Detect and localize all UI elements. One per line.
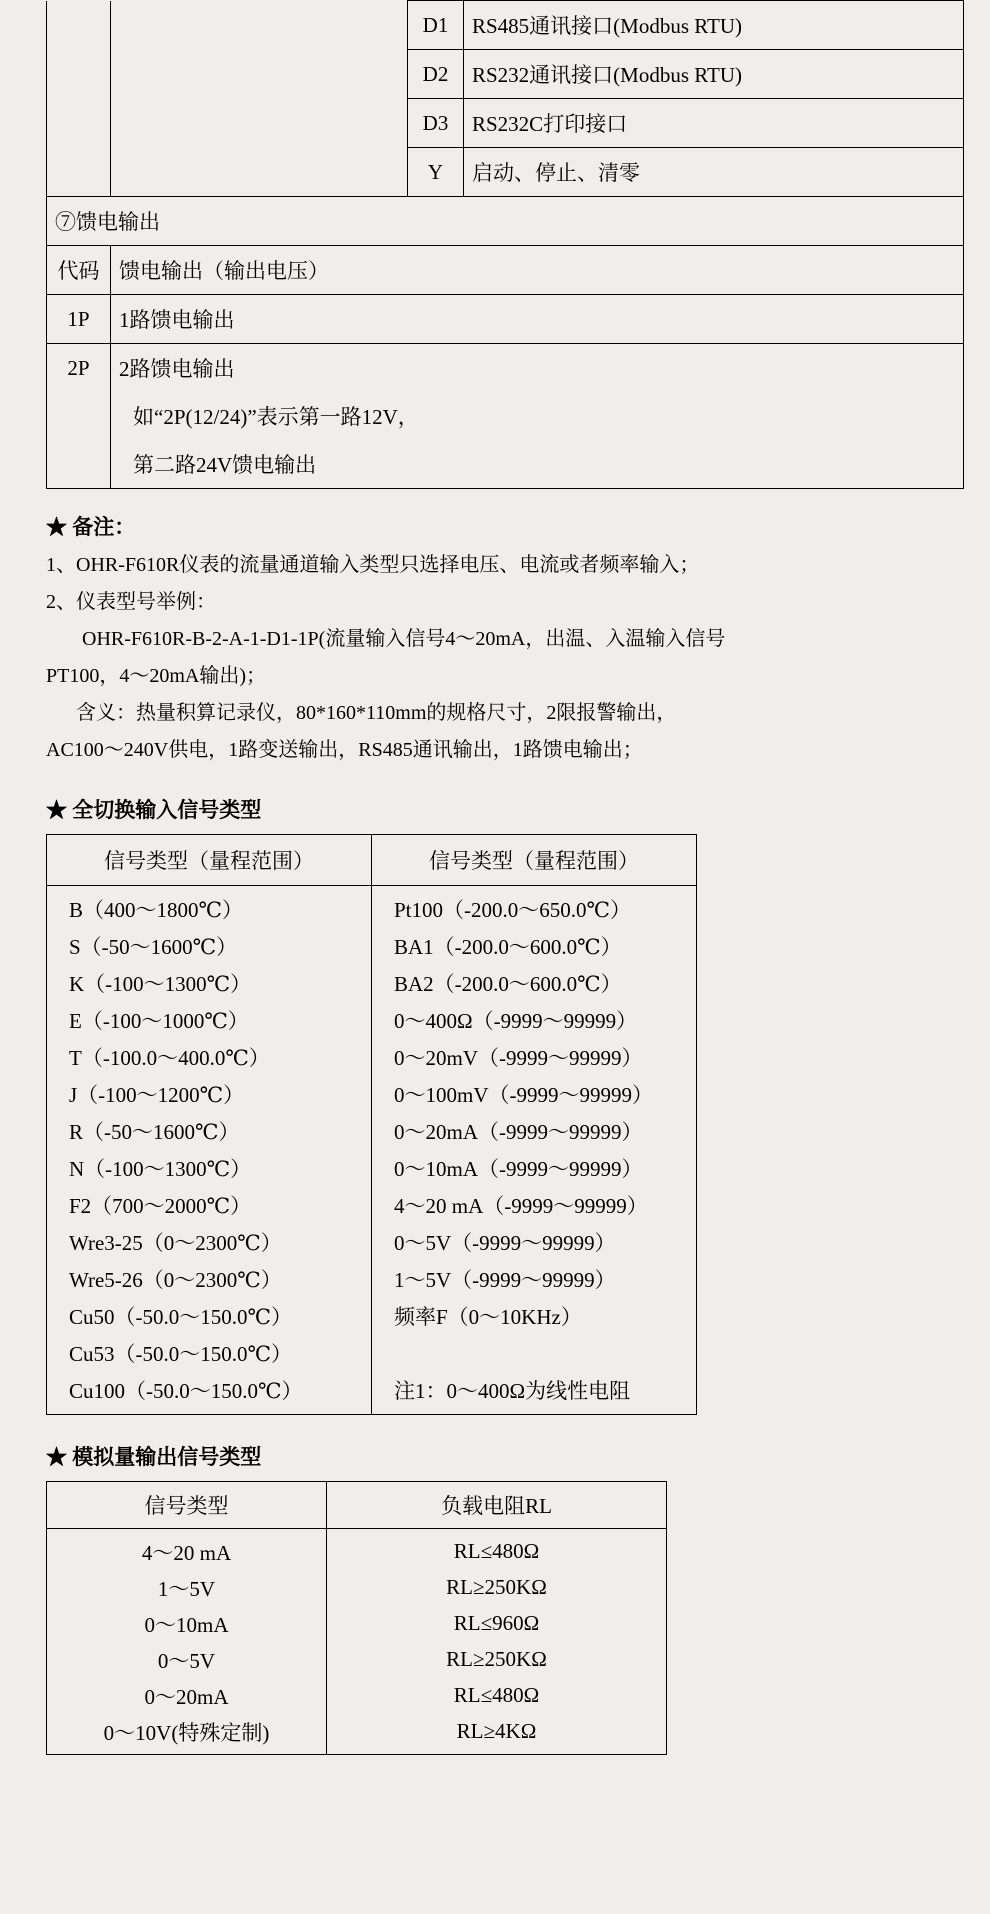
desc-cell: 2路馈电输出 xyxy=(111,344,964,393)
table-row xyxy=(47,50,964,99)
table-row xyxy=(47,1,964,50)
signal-header-left: 信号类型（量程范围） xyxy=(47,834,372,885)
signal-right-cell: 0～20mA（-9999～99999） xyxy=(372,1113,697,1150)
remarks-block xyxy=(46,509,966,768)
empty-cell xyxy=(47,440,111,489)
table-header-row xyxy=(47,1481,667,1528)
table-row xyxy=(47,1642,667,1678)
table-row xyxy=(47,344,964,393)
header-code: 代码 xyxy=(47,246,111,295)
table-row xyxy=(47,1039,697,1076)
signal-left-cell: E（-100～1000℃） xyxy=(47,1002,372,1039)
empty-cell xyxy=(111,99,408,148)
table-row xyxy=(47,1570,667,1606)
code-cell: Y xyxy=(408,148,464,197)
signal-right-cell: BA1（-200.0～600.0℃） xyxy=(372,928,697,965)
signal-left-cell: Cu50（-50.0～150.0℃） xyxy=(47,1298,372,1335)
signal-left-cell: S（-50～1600℃） xyxy=(47,928,372,965)
signal-right-cell: 1～5V（-9999～99999） xyxy=(372,1261,697,1298)
communication-and-feed-output-table xyxy=(46,0,964,489)
table-row xyxy=(47,295,964,344)
signal-right-cell: 0～10mA（-9999～99999） xyxy=(372,1150,697,1187)
signal-right-cell: 0～100mV（-9999～99999） xyxy=(372,1076,697,1113)
signal-left-cell: Wre5-26（0～2300℃） xyxy=(47,1261,372,1298)
table-row xyxy=(47,1113,697,1150)
table-row xyxy=(47,885,697,928)
remarks-line-5: 含义：热量积算记录仪，80*160*110mm的规格尺寸，2限报警输出， xyxy=(76,701,677,724)
signal-right-cell: 频率F（0～10KHz） xyxy=(372,1298,697,1335)
table-row xyxy=(47,1261,697,1298)
table-row xyxy=(47,1187,697,1224)
signal-right-cell: 4～20 mA（-9999～99999） xyxy=(372,1187,697,1224)
signal-left-cell: B（400～1800℃） xyxy=(47,885,372,928)
signal-header-right: 信号类型（量程范围） xyxy=(372,834,697,885)
desc-cell: 1路馈电输出 xyxy=(111,295,964,344)
analog-load-cell: RL≤960Ω xyxy=(327,1606,667,1642)
signal-note: 注1：0～400Ω为线性电阻 xyxy=(372,1372,697,1415)
analog-load-cell: RL≥4KΩ xyxy=(327,1714,667,1755)
table-row xyxy=(47,1714,667,1755)
remarks-line-6: AC100～240V供电，1路变送输出，RS485通讯输出，1路馈电输出； xyxy=(46,738,643,761)
signal-left-cell: R（-50～1600℃） xyxy=(47,1113,372,1150)
signal-left-cell: K（-100～1300℃） xyxy=(47,965,372,1002)
empty-cell xyxy=(111,148,408,197)
analog-load-cell: RL≤480Ω xyxy=(327,1678,667,1714)
signal-right-cell: 0～20mV（-9999～99999） xyxy=(372,1039,697,1076)
remarks-line-2: 2、仪表型号举例： xyxy=(46,590,216,613)
remarks-line-4: PT100，4～20mA输出)； xyxy=(46,664,266,687)
analog-output-table xyxy=(46,1481,667,1755)
table-header-row xyxy=(47,246,964,295)
table-row xyxy=(47,1606,667,1642)
table-row xyxy=(47,99,964,148)
code-cell: 1P xyxy=(47,295,111,344)
table-row xyxy=(47,1002,697,1039)
remarks-line-3: OHR-F610R-B-2-A-1-D1-1P(流量输入信号4～20mA，出温、入温输入信号 xyxy=(82,627,726,650)
code-cell: 2P xyxy=(47,344,111,393)
section-title-row xyxy=(47,197,964,246)
analog-signal-cell: 1～5V xyxy=(47,1570,327,1606)
desc-cell: RS485通讯接口(Modbus RTU) xyxy=(464,1,964,50)
table-header-row xyxy=(47,834,697,885)
analog-signal-cell: 0～5V xyxy=(47,1642,327,1678)
analog-header-left: 信号类型 xyxy=(47,1481,327,1528)
signal-type-heading: ★ 全切换输入信号类型 xyxy=(46,797,262,822)
signal-left-cell: J（-100～1200℃） xyxy=(47,1076,372,1113)
analog-signal-cell: 0～20mA xyxy=(47,1678,327,1714)
desc-cell: 启动、停止、清零 xyxy=(464,148,964,197)
analog-load-cell: RL≥250KΩ xyxy=(327,1642,667,1678)
empty-cell xyxy=(111,1,408,50)
input-signal-type-table xyxy=(46,834,697,1415)
empty-cell xyxy=(47,50,111,99)
empty-cell xyxy=(47,148,111,197)
empty-cell xyxy=(47,99,111,148)
header-desc: 馈电输出（输出电压） xyxy=(111,246,964,295)
empty-cell xyxy=(111,50,408,99)
signal-left-cell: Cu53（-50.0～150.0℃） xyxy=(47,1335,372,1372)
signal-right-cell: 0～5V（-9999～99999） xyxy=(372,1224,697,1261)
signal-left-cell: N（-100～1300℃） xyxy=(47,1150,372,1187)
analog-load-cell: RL≥250KΩ xyxy=(327,1570,667,1606)
table-row xyxy=(47,1528,667,1570)
signal-right-cell: 0～400Ω（-9999～99999） xyxy=(372,1002,697,1039)
analog-signal-cell: 4～20 mA xyxy=(47,1528,327,1570)
signal-right-cell: BA2（-200.0～600.0℃） xyxy=(372,965,697,1002)
analog-load-cell: RL≤480Ω xyxy=(327,1528,667,1570)
feed-note-line-1: 如“2P(12/24)”表示第一路12V， xyxy=(111,392,964,440)
table-row xyxy=(47,1335,697,1372)
analog-signal-cell: 0～10mA xyxy=(47,1606,327,1642)
table-row xyxy=(47,1224,697,1261)
empty-cell xyxy=(47,392,111,440)
table-row xyxy=(47,965,697,1002)
table-row xyxy=(47,148,964,197)
table-row xyxy=(47,928,697,965)
table-row xyxy=(47,1298,697,1335)
table-row xyxy=(47,1678,667,1714)
code-cell: D1 xyxy=(408,1,464,50)
table-row xyxy=(47,1076,697,1113)
remarks-title: ★ 备注： xyxy=(46,515,136,539)
code-cell: D2 xyxy=(408,50,464,99)
signal-left-cell: T（-100.0～400.0℃） xyxy=(47,1039,372,1076)
desc-cell: RS232通讯接口(Modbus RTU) xyxy=(464,50,964,99)
table-row xyxy=(47,440,964,489)
analog-output-heading: ★ 模拟量输出信号类型 xyxy=(46,1444,262,1469)
analog-header-right: 负载电阻RL xyxy=(327,1481,667,1528)
section-7-title: ⑦馈电输出 xyxy=(47,197,964,246)
remarks-line-1: 1、OHR-F610R仪表的流量通道输入类型只选择电压、电流或者频率输入； xyxy=(46,553,700,576)
analog-signal-cell: 0～10V(特殊定制) xyxy=(47,1714,327,1755)
signal-right-cell xyxy=(372,1335,697,1372)
signal-left-cell: F2（700～2000℃） xyxy=(47,1187,372,1224)
table-row xyxy=(47,1372,697,1415)
feed-note-line-2: 第二路24V馈电输出 xyxy=(111,440,964,489)
code-cell: D3 xyxy=(408,99,464,148)
signal-right-cell: Pt100（-200.0～650.0℃） xyxy=(372,885,697,928)
table-row xyxy=(47,392,964,440)
signal-left-cell: Cu100（-50.0～150.0℃） xyxy=(47,1372,372,1415)
table-row xyxy=(47,1150,697,1187)
empty-cell xyxy=(47,1,111,50)
desc-cell: RS232C打印接口 xyxy=(464,99,964,148)
signal-left-cell: Wre3-25（0～2300℃） xyxy=(47,1224,372,1261)
